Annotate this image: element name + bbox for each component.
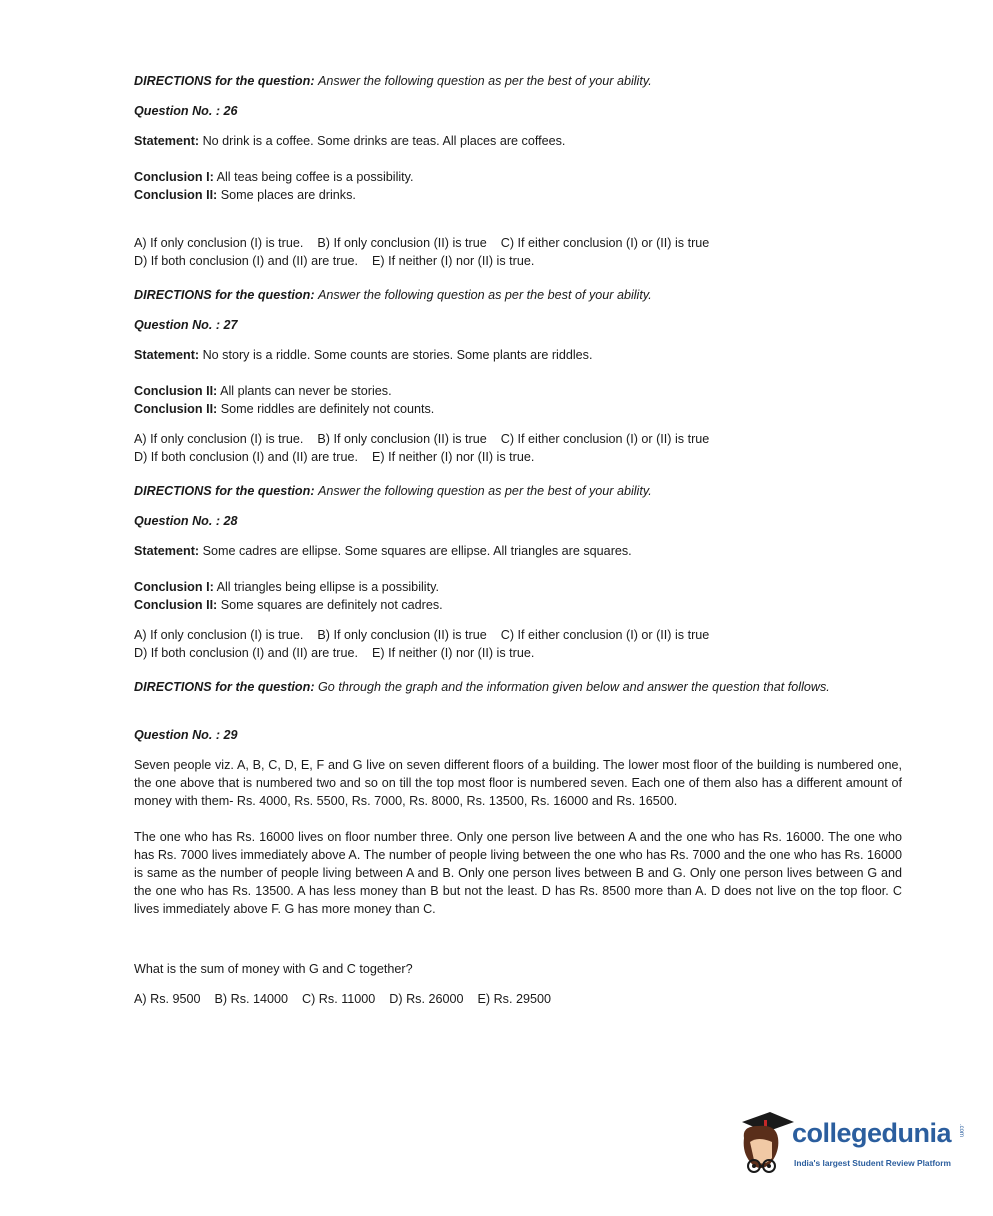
directions-text: Answer the following question as per the best of your ability. — [318, 74, 652, 88]
options-line-1: A) If only conclusion (I) is true. B) If only conclusion (II) is true C) If either conclusion (I) or (II) is true — [134, 236, 710, 250]
question-number: Question No. : 29 — [134, 728, 238, 742]
conclusion-label: Conclusion II: — [134, 598, 218, 612]
question-number: Question No. : 26 — [134, 104, 238, 118]
directions-label: DIRECTIONS for the question: — [134, 74, 315, 88]
option: B) Rs. 14000 — [214, 992, 289, 1006]
options-line-1: A) If only conclusion (I) is true. B) If only conclusion (II) is true C) If either conclusion (I) or (II) is true — [134, 432, 710, 446]
mascot-icon — [736, 1108, 796, 1180]
answer-options — [134, 990, 902, 1008]
options-line-2: D) If both conclusion (I) and (II) are true. E) If neither (I) nor (II) is true. — [134, 646, 535, 660]
logo-tagline: India's largest Student Review Platform — [794, 1158, 951, 1168]
conclusion-label: Conclusion I: — [134, 580, 214, 594]
directions-label: DIRECTIONS for the question: — [134, 680, 315, 694]
options-line-1: A) If only conclusion (I) is true. B) If only conclusion (II) is true C) If either conclusion (I) or (II) is true — [134, 628, 710, 642]
option: A) Rs. 9500 — [134, 992, 201, 1006]
conclusion-1 — [134, 578, 902, 596]
conclusion-1 — [134, 382, 902, 400]
logo-suffix: .com — [958, 1124, 964, 1138]
conclusion-label: Conclusion II: — [134, 384, 218, 398]
conclusion-text: All teas being coffee is a possibility. — [216, 170, 414, 184]
question-text: What is the sum of money with G and C together? — [134, 962, 413, 976]
question-number: Question No. : 28 — [134, 514, 238, 528]
options-line-2: D) If both conclusion (I) and (II) are true. E) If neither (I) nor (II) is true. — [134, 254, 535, 268]
option: D) Rs. 26000 — [389, 992, 464, 1006]
conclusion-text: Some squares are definitely not cadres. — [220, 598, 443, 612]
conclusion-1 — [134, 168, 902, 186]
conclusion-2 — [134, 596, 902, 614]
conclusion-label: Conclusion I: — [134, 170, 214, 184]
puzzle-paragraph-2: The one who has Rs. 16000 lives on floor number three. Only one person live between A and the one who has Rs. 16000. The one who has Rs. 7000 lives immediately above A. The number of people living between the one who has Rs. 7000 and the one who has Rs. 16000 is same as the number of people living between A and B. Only one person lives between B and G. Only one person lives between G and the one who has Rs. 13500. A has less money than B but not the least. D has Rs. 8500 more than A. D does not live on the top floor. C lives immediately above F. G has more money than C. — [134, 830, 902, 916]
statement-text: Some cadres are ellipse. Some squares are ellipse. All triangles are squares. — [202, 544, 632, 558]
statement-text: No story is a riddle. Some counts are stories. Some plants are riddles. — [202, 348, 593, 362]
statement — [134, 346, 902, 364]
directions-label: DIRECTIONS for the question: — [134, 484, 315, 498]
collegedunia-logo — [736, 1108, 966, 1188]
conclusion-text: Some riddles are definitely not counts. — [220, 402, 435, 416]
directions — [134, 678, 902, 696]
puzzle-paragraph-1: Seven people viz. A, B, C, D, E, F and G live on seven different floors of a building. The lower most floor of the building is numbered one, the one above that is numbered two and so on till the top most floor is numbered seven. Each one of them also has a different amount of money with them- Rs. 4000, Rs. 5500, Rs. 7000, Rs. 8000, Rs. 13500, Rs. 16000 and Rs. 16500. — [134, 758, 902, 808]
conclusion-label: Conclusion II: — [134, 402, 218, 416]
directions-text: Go through the graph and the information given below and answer the question that follows. — [318, 680, 830, 694]
logo-name: collegedunia — [792, 1118, 952, 1148]
statement-label: Statement: — [134, 544, 200, 558]
directions-label: DIRECTIONS for the question: — [134, 288, 315, 302]
statement-label: Statement: — [134, 348, 200, 362]
options-line-2: D) If both conclusion (I) and (II) are true. E) If neither (I) nor (II) is true. — [134, 450, 535, 464]
directions — [134, 286, 902, 304]
statement — [134, 542, 902, 560]
conclusion-2 — [134, 400, 902, 418]
question-page — [134, 72, 902, 1008]
question-number: Question No. : 27 — [134, 318, 238, 332]
statement — [134, 132, 902, 150]
conclusion-text: Some places are drinks. — [220, 188, 356, 202]
directions-text: Answer the following question as per the best of your ability. — [318, 288, 652, 302]
option: E) Rs. 29500 — [477, 992, 551, 1006]
statement-text: No drink is a coffee. Some drinks are teas. All places are coffees. — [202, 134, 566, 148]
conclusion-text: All plants can never be stories. — [220, 384, 392, 398]
conclusion-label: Conclusion II: — [134, 188, 218, 202]
conclusion-text: All triangles being ellipse is a possibility. — [216, 580, 439, 594]
directions-text: Answer the following question as per the best of your ability. — [318, 484, 652, 498]
option: C) Rs. 11000 — [302, 992, 376, 1006]
directions — [134, 72, 902, 90]
statement-label: Statement: — [134, 134, 200, 148]
conclusion-2 — [134, 186, 902, 204]
directions — [134, 482, 902, 500]
